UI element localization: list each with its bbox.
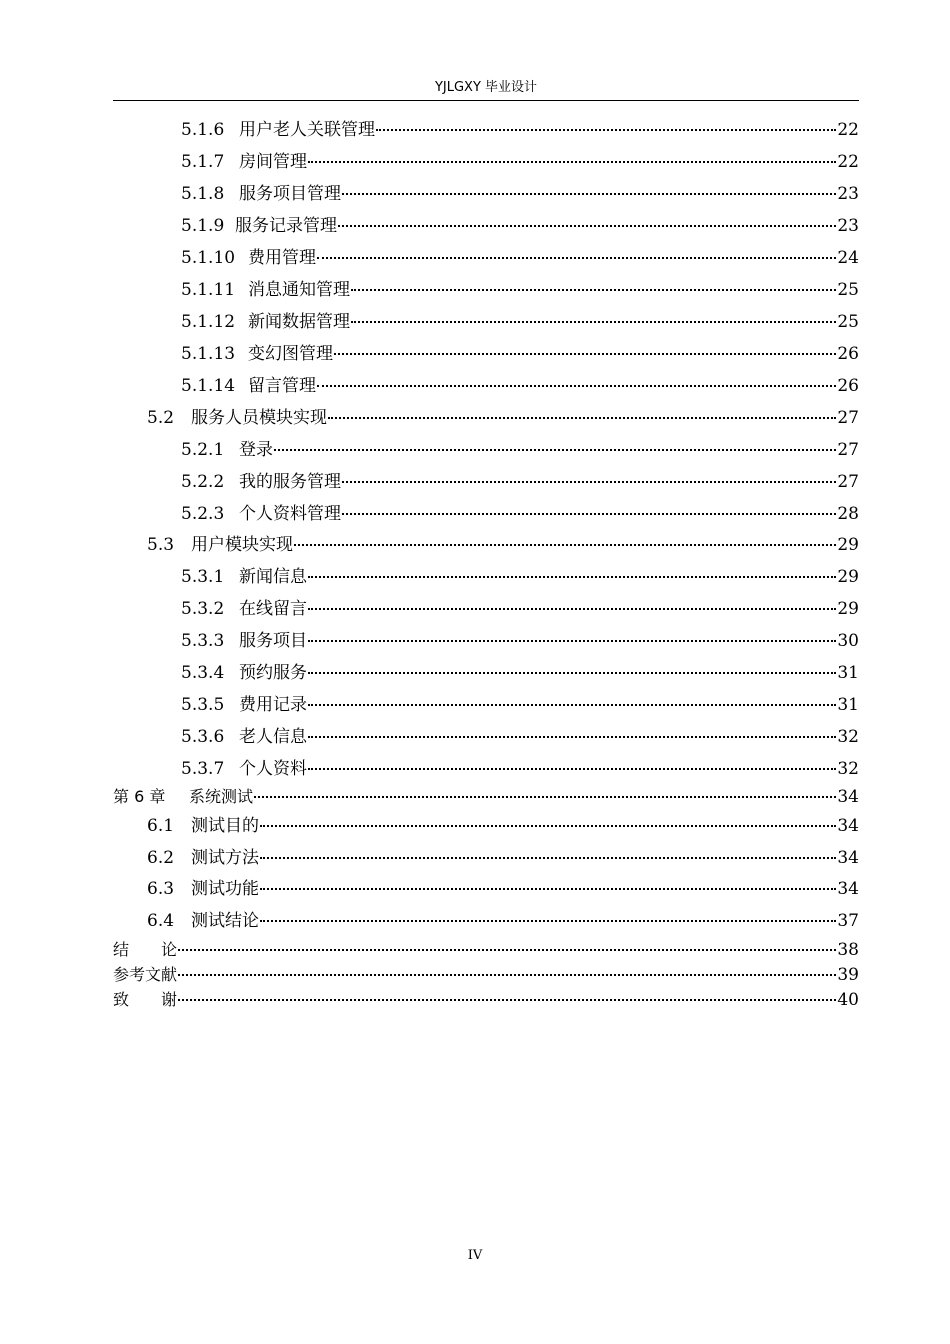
toc-entry-title: 服务人员模块实现 xyxy=(191,408,327,428)
toc-entry-number: 5.3.7 xyxy=(181,759,225,779)
toc-entry-page: 34 xyxy=(837,879,859,899)
toc-entry-title: 新闻数据管理 xyxy=(248,312,350,332)
toc-entry[interactable] xyxy=(181,311,859,333)
toc-entry-title: 测试目的 xyxy=(191,816,259,836)
toc-entry-number: 5.2.1 xyxy=(181,440,225,460)
toc-entry-number: 第 6 章 xyxy=(113,787,166,806)
toc-entry-number: 5.2 xyxy=(147,408,175,428)
toc-entry-title: 服务项目管理 xyxy=(239,184,341,204)
toc-entry[interactable] xyxy=(181,758,859,780)
toc-entry-title: 服务项目 xyxy=(239,631,307,651)
toc-entry-number: 6.4 xyxy=(147,911,175,931)
toc-entry-title: 结 论 xyxy=(113,940,178,959)
toc-entry[interactable] xyxy=(147,910,859,932)
toc-dot-leader xyxy=(342,480,836,483)
toc-entry-page: 32 xyxy=(837,727,859,747)
toc-dot-leader xyxy=(178,998,836,1001)
toc-entry[interactable] xyxy=(181,119,859,141)
toc-entry-title: 费用管理 xyxy=(248,248,316,268)
toc-dot-leader xyxy=(317,256,836,259)
toc-dot-leader xyxy=(308,671,836,674)
toc-dot-leader xyxy=(351,288,836,291)
toc-entry-page: 38 xyxy=(837,940,859,960)
toc-entry-number: 5.2.3 xyxy=(181,504,225,524)
toc-entry-number: 5.3.5 xyxy=(181,695,225,715)
toc-entry-page: 23 xyxy=(837,216,859,236)
toc-entry-number: 5.3.6 xyxy=(181,727,225,747)
toc-entry-number: 5.1.11 xyxy=(181,280,236,300)
toc-entry-page: 34 xyxy=(837,848,859,868)
toc-entry-page: 26 xyxy=(837,376,859,396)
toc-dot-leader xyxy=(178,973,836,976)
toc-entry-number: 5.1.7 xyxy=(181,152,225,172)
toc-entry-page: 27 xyxy=(837,440,859,460)
toc-dot-leader xyxy=(308,607,836,610)
toc-entry-page: 27 xyxy=(837,408,859,428)
toc-dot-leader xyxy=(308,735,836,738)
toc-entry-title: 测试功能 xyxy=(191,879,259,899)
toc-entry-title: 老人信息 xyxy=(239,727,307,747)
toc-entry[interactable] xyxy=(181,279,859,301)
toc-dot-leader xyxy=(308,703,836,706)
toc-entry-number: 6.1 xyxy=(147,816,175,836)
page-header: YJLGXY 毕业设计 xyxy=(434,80,538,95)
toc-entry-page: 34 xyxy=(837,787,859,807)
toc-entry-page: 40 xyxy=(837,990,859,1010)
toc-dot-leader xyxy=(342,512,836,515)
toc-entry-number: 5.3.3 xyxy=(181,631,225,651)
toc-entry-page: 37 xyxy=(837,911,859,931)
toc-dot-leader xyxy=(376,128,836,131)
toc-entry[interactable] xyxy=(181,662,859,684)
toc-entry-title: 系统测试 xyxy=(189,787,254,806)
toc-entry-page: 24 xyxy=(837,248,859,268)
toc-entry-title: 用户模块实现 xyxy=(191,535,293,555)
toc-entry[interactable] xyxy=(113,939,859,961)
toc-entry-title: 我的服务管理 xyxy=(239,472,341,492)
toc-entry-page: 29 xyxy=(837,535,859,555)
toc-entry-number: 5.3.1 xyxy=(181,567,225,587)
page-number: IV xyxy=(467,1248,483,1263)
toc-entry-page: 29 xyxy=(837,599,859,619)
toc-entry-page: 31 xyxy=(837,663,859,683)
toc-entry[interactable] xyxy=(181,471,859,493)
toc-entry-title: 个人资料管理 xyxy=(239,504,341,524)
toc-entry-number: 5.3 xyxy=(147,535,175,555)
toc-entry[interactable] xyxy=(181,247,859,269)
toc-entry-number: 5.2.2 xyxy=(181,472,225,492)
toc-entry-number: 5.1.14 xyxy=(181,376,236,396)
toc-entry[interactable] xyxy=(181,375,859,397)
toc-dot-leader xyxy=(334,352,836,355)
toc-entry-page: 27 xyxy=(837,472,859,492)
toc-entry[interactable] xyxy=(147,815,859,837)
toc-entry-number: 5.1.6 xyxy=(181,120,225,140)
toc-dot-leader xyxy=(308,639,836,642)
toc-entry-page: 31 xyxy=(837,695,859,715)
toc-entry[interactable] xyxy=(113,786,859,808)
toc-entry-title: 变幻图管理 xyxy=(248,344,333,364)
toc-entry[interactable] xyxy=(181,726,859,748)
toc-dot-leader xyxy=(328,416,836,419)
toc-entry[interactable] xyxy=(181,566,859,588)
toc-entry-title: 新闻信息 xyxy=(239,567,307,587)
toc-entry-page: 34 xyxy=(837,816,859,836)
toc-entry-title: 预约服务 xyxy=(239,663,307,683)
toc-dot-leader xyxy=(351,320,836,323)
toc-entry-title: 消息通知管理 xyxy=(248,280,350,300)
toc-entry-title: 服务记录管理 xyxy=(235,216,337,236)
toc-entry[interactable] xyxy=(147,878,859,900)
toc-entry-page: 30 xyxy=(837,631,859,651)
toc-dot-leader xyxy=(260,919,836,922)
toc-dot-leader xyxy=(338,224,836,227)
toc-entry-number: 6.2 xyxy=(147,848,175,868)
toc-entry-page: 25 xyxy=(837,312,859,332)
toc-entry-number: 5.3.4 xyxy=(181,663,225,683)
toc-entry-number: 5.1.8 xyxy=(181,184,225,204)
toc-entry[interactable] xyxy=(181,151,859,173)
toc-entry-title: 留言管理 xyxy=(248,376,316,396)
toc-entry-number: 5.1.9 xyxy=(181,216,225,236)
toc-entry-page: 28 xyxy=(837,504,859,524)
toc-entry-title: 致 谢 xyxy=(113,990,178,1009)
toc-entry-title: 费用记录 xyxy=(239,695,307,715)
toc-dot-leader xyxy=(260,887,836,890)
toc-entry-page: 22 xyxy=(837,120,859,140)
toc-entry[interactable] xyxy=(181,503,859,525)
toc-entry-title: 在线留言 xyxy=(239,599,307,619)
toc-entry-page: 26 xyxy=(837,344,859,364)
toc-dot-leader xyxy=(274,448,836,451)
toc-entry-page: 22 xyxy=(837,152,859,172)
toc-entry-title: 测试结论 xyxy=(191,911,259,931)
toc-entry-page: 29 xyxy=(837,567,859,587)
toc-entry-number: 5.1.13 xyxy=(181,344,236,364)
toc-entry-page: 39 xyxy=(837,965,859,985)
toc-entry[interactable] xyxy=(181,694,859,716)
toc-entry[interactable] xyxy=(113,964,859,986)
toc-dot-leader xyxy=(254,795,836,798)
toc-dot-leader xyxy=(308,575,836,578)
toc-entry-number: 5.3.2 xyxy=(181,599,225,619)
toc-entry[interactable] xyxy=(147,847,859,869)
toc-entry[interactable] xyxy=(181,630,859,652)
toc-entry[interactable] xyxy=(181,598,859,620)
toc-entry[interactable] xyxy=(181,215,859,237)
toc-entry-title: 房间管理 xyxy=(239,152,307,172)
toc-dot-leader xyxy=(317,384,836,387)
toc-dot-leader xyxy=(178,948,836,951)
toc-dot-leader xyxy=(342,192,836,195)
toc-entry-title: 用户老人关联管理 xyxy=(239,120,375,140)
toc-dot-leader xyxy=(260,824,836,827)
toc-entry[interactable] xyxy=(181,343,859,365)
toc-entry-title: 个人资料 xyxy=(239,759,307,779)
toc-entry[interactable] xyxy=(147,407,859,429)
toc-entry-page: 32 xyxy=(837,759,859,779)
toc-entry[interactable] xyxy=(147,534,859,556)
toc-entry-title: 登录 xyxy=(239,440,273,460)
toc-entry[interactable] xyxy=(113,989,859,1011)
toc-entry-number: 6.3 xyxy=(147,879,175,899)
toc-entry-title: 测试方法 xyxy=(191,848,259,868)
toc-entry[interactable] xyxy=(181,439,859,461)
toc-dot-leader xyxy=(308,160,836,163)
toc-entry-page: 25 xyxy=(837,280,859,300)
toc-dot-leader xyxy=(294,543,836,546)
toc-dot-leader xyxy=(260,856,836,859)
toc-entry[interactable] xyxy=(181,183,859,205)
toc-entry-number: 5.1.12 xyxy=(181,312,236,332)
toc-entry-page: 23 xyxy=(837,184,859,204)
toc-entry-title: 参考文献 xyxy=(113,965,178,984)
toc-entry-number: 5.1.10 xyxy=(181,248,236,268)
toc-dot-leader xyxy=(308,767,836,770)
